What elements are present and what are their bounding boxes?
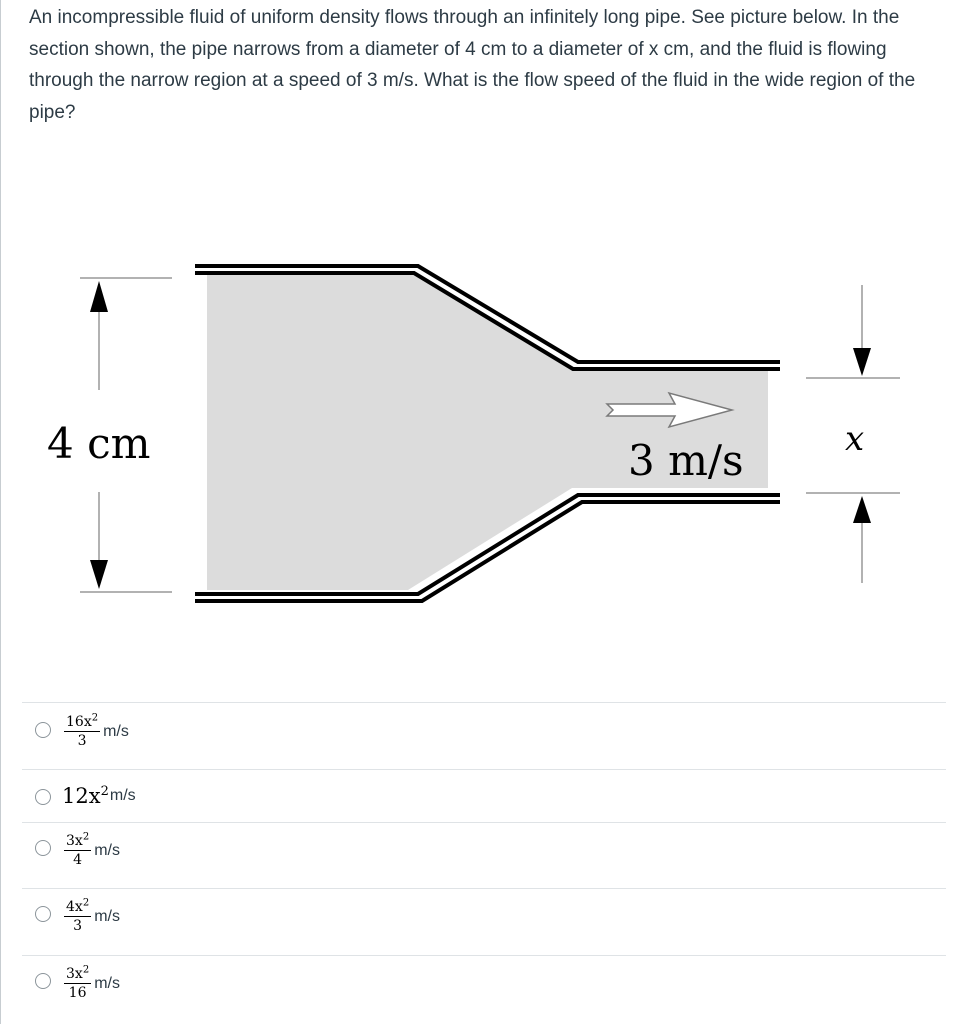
answer-math (64, 899, 120, 934)
exponent: 2 (82, 831, 90, 843)
wide-diameter-label: 4 cm (47, 419, 151, 468)
pipe-diagram (0, 250, 955, 620)
answer-math (64, 833, 120, 868)
exponent: 2 (82, 897, 90, 909)
answer-option-5[interactable] (22, 955, 946, 1025)
exponent: 2 (82, 964, 90, 976)
unit-label: m/s (94, 841, 120, 859)
narrow-diameter-label: x (845, 419, 865, 459)
flow-speed-label: 3 m/s (628, 436, 744, 485)
answer-option-2[interactable] (22, 769, 946, 823)
radio-button[interactable] (35, 973, 51, 989)
radio-button[interactable] (35, 789, 51, 805)
exponent: 2 (91, 712, 99, 724)
numerator: 16x (66, 714, 92, 730)
radio-button[interactable] (35, 722, 51, 738)
denominator: 3 (73, 918, 83, 934)
unit-label: m/s (94, 907, 120, 925)
numerator: 3x (66, 833, 83, 849)
arrow-down-icon (90, 560, 108, 589)
exponent: 2 (100, 784, 109, 799)
answer-option-1[interactable] (22, 702, 946, 770)
numerator: 3x (66, 966, 83, 982)
arrow-up-icon (90, 281, 108, 312)
answer-option-3[interactable] (22, 822, 946, 889)
numerator: 4x (66, 899, 83, 915)
answer-math (64, 966, 120, 1001)
answer-math (62, 784, 136, 808)
unit-label: m/s (103, 722, 129, 740)
arrow-down-icon (853, 348, 871, 376)
arrow-up-icon (853, 496, 871, 523)
question-text: An incompressible fluid of uniform density flows through an infinitely long pipe. See picture below. In the section shown, the pipe narrows from a diameter of 4 cm to a diameter of x cm, and the fluid is flowing through the narrow region at a speed of 3 m/s. What is the flow speed of the fluid in the wide region of the pipe? (29, 7, 916, 123)
answer-option-4[interactable] (22, 888, 946, 956)
radio-button[interactable] (35, 906, 51, 922)
unit-label: m/s (94, 974, 120, 992)
answer-math (64, 714, 129, 749)
unit-label: m/s (109, 787, 136, 804)
coefficient: 12x (62, 784, 101, 808)
denominator: 3 (77, 733, 87, 749)
denominator: 4 (73, 852, 83, 868)
denominator: 16 (68, 985, 87, 1001)
radio-button[interactable] (35, 840, 51, 856)
